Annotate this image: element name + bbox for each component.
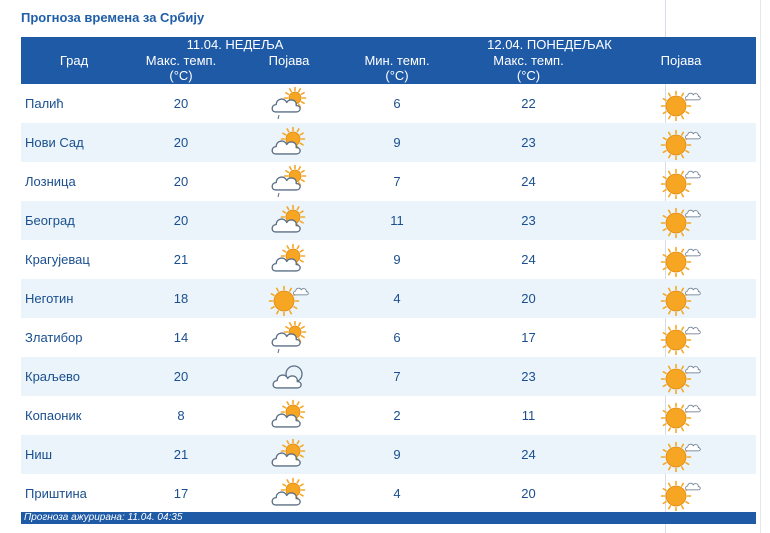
cloudy-icon	[266, 360, 312, 394]
col-phen2-header	[606, 53, 756, 84]
header-row-columns	[21, 53, 756, 84]
mostly-sunny-icon	[658, 282, 704, 316]
phenomenon-day1-cell	[235, 201, 343, 240]
forecast-table	[21, 37, 756, 513]
table-row	[21, 279, 756, 318]
phenomenon-day2-cell	[606, 123, 756, 162]
min-temp-day2-cell: 6	[393, 330, 401, 345]
table-row	[21, 123, 756, 162]
city-cell: Крагујевац	[25, 252, 90, 267]
table-row	[21, 396, 756, 435]
col-max1-header	[127, 53, 235, 84]
max-temp-day2-cell: 22	[521, 96, 536, 111]
day1-header: 11.04. НЕДЕЉА	[127, 37, 343, 53]
max-temp-day1-cell: 14	[173, 330, 189, 345]
max-temp-day2-cell: 20	[521, 486, 536, 501]
phenomenon-day1-cell	[235, 318, 343, 357]
city-cell: Лозница	[25, 174, 76, 189]
table-row	[21, 84, 756, 123]
phenomenon-day2-cell	[606, 240, 756, 279]
update-footer	[21, 512, 756, 524]
phenomenon-day2-cell	[606, 318, 756, 357]
col-min2-header	[343, 53, 451, 84]
phenomenon-day1-cell	[235, 123, 343, 162]
table-row	[21, 240, 756, 279]
phenomenon-day1-cell	[235, 279, 343, 318]
partly-cloudy-icon	[266, 126, 312, 160]
max-temp-day1-cell: 20	[173, 96, 189, 111]
max-temp-day1-cell: 20	[127, 357, 235, 396]
mostly-sunny-icon	[658, 87, 704, 121]
update-footer-text: Прогноза ажурирана: 11.04. 04:35	[24, 512, 183, 523]
phenomenon-day1-cell	[235, 84, 343, 123]
max-temp-day1-cell: 21	[173, 252, 189, 267]
phenomenon-day2-cell	[606, 84, 756, 123]
mostly-sunny-icon	[658, 165, 704, 199]
col-min2-label: Мин. темп.	[364, 53, 430, 68]
phenomenon-day1-cell	[235, 162, 343, 201]
max-temp-day2-cell: 23	[451, 123, 606, 162]
table-row	[21, 435, 756, 474]
col-unit2-label: (°C)	[385, 68, 409, 83]
min-temp-day2-cell: 7	[393, 174, 401, 189]
header-blank	[21, 37, 127, 53]
max-temp-day2-cell: 23	[451, 357, 606, 396]
city-cell: Приштина	[25, 486, 87, 501]
mostly-sunny-icon	[658, 243, 704, 277]
min-temp-day2-cell: 2	[393, 408, 401, 423]
partly-cloudy-icon	[266, 438, 312, 472]
city-cell: Копаоник	[25, 408, 82, 423]
city-cell: Палић	[25, 96, 64, 111]
min-temp-day2-cell: 7	[343, 357, 451, 396]
mostly-sunny-icon	[658, 126, 704, 160]
partly-cloudy-icon	[266, 477, 312, 511]
mostly-sunny-icon	[658, 321, 704, 355]
phenomenon-day1-cell	[235, 357, 343, 396]
phenomenon-day2-cell	[606, 357, 756, 396]
col-city-header	[21, 53, 127, 84]
partly-cloudy-drizzle-icon	[266, 165, 312, 199]
max-temp-day1-cell: 20	[173, 174, 189, 189]
min-temp-day2-cell: 9	[343, 435, 451, 474]
phenomenon-day2-cell	[606, 396, 756, 435]
min-temp-day2-cell: 9	[393, 252, 401, 267]
mostly-sunny-icon	[266, 282, 312, 316]
phenomenon-day1-cell	[235, 474, 343, 513]
mostly-sunny-icon	[658, 438, 704, 472]
page-divider-right	[760, 0, 761, 533]
max-temp-day1-cell: 18	[127, 279, 235, 318]
mostly-sunny-icon	[658, 399, 704, 433]
max-temp-day2-cell: 20	[451, 279, 606, 318]
mostly-sunny-icon	[658, 360, 704, 394]
max-temp-day2-cell: 24	[451, 435, 606, 474]
city-cell: Ниш	[21, 435, 127, 474]
partly-cloudy-icon	[266, 243, 312, 277]
min-temp-day2-cell: 4	[393, 486, 401, 501]
day2-header: 12.04. ПОНЕДЕЉАК	[343, 37, 756, 53]
page-title: Прогноза времена за Србију	[21, 10, 205, 25]
mostly-sunny-icon	[658, 477, 704, 511]
max-temp-day2-cell: 24	[521, 174, 536, 189]
max-temp-day1-cell: 20	[127, 201, 235, 240]
mostly-sunny-icon	[658, 204, 704, 238]
phenomenon-day1-cell	[235, 396, 343, 435]
partly-cloudy-drizzle-icon	[266, 87, 312, 121]
city-cell: Краљево	[21, 357, 127, 396]
table-row	[21, 318, 756, 357]
max-temp-day2-cell: 11	[521, 408, 536, 423]
col-max2-header	[451, 53, 606, 84]
col-phen1-header	[235, 53, 343, 84]
max-temp-day1-cell: 8	[177, 408, 185, 423]
col-phen2-label: Појава	[660, 53, 702, 68]
min-temp-day2-cell: 9	[343, 123, 451, 162]
table-row	[21, 162, 756, 201]
col-max2-label: Макс. темп.	[493, 53, 564, 68]
min-temp-day2-cell: 4	[343, 279, 451, 318]
partly-cloudy-icon	[266, 399, 312, 433]
phenomenon-day2-cell	[606, 201, 756, 240]
table-row	[21, 474, 756, 513]
city-cell: Златибор	[25, 330, 83, 345]
phenomenon-day2-cell	[606, 279, 756, 318]
min-temp-day2-cell: 11	[343, 201, 451, 240]
col-phen1-label: Појава	[268, 53, 310, 68]
col-max1-label: Макс. темп.	[145, 53, 217, 68]
phenomenon-day1-cell	[235, 435, 343, 474]
phenomenon-day2-cell	[606, 435, 756, 474]
max-temp-day1-cell: 21	[127, 435, 235, 474]
col-unit3-label: (°C)	[516, 68, 541, 83]
col-city-label: Град	[59, 53, 89, 68]
max-temp-day2-cell: 23	[451, 201, 606, 240]
max-temp-day1-cell: 20	[127, 123, 235, 162]
table-row	[21, 357, 756, 396]
header-row-days	[21, 37, 756, 53]
phenomenon-day2-cell	[606, 162, 756, 201]
max-temp-day2-cell: 24	[521, 252, 536, 267]
partly-cloudy-drizzle-icon	[266, 321, 312, 355]
partly-cloudy-icon	[266, 204, 312, 238]
max-temp-day1-cell: 17	[173, 486, 189, 501]
city-cell: Београд	[21, 201, 127, 240]
city-cell: Неготин	[21, 279, 127, 318]
min-temp-day2-cell: 6	[393, 96, 401, 111]
phenomenon-day1-cell	[235, 240, 343, 279]
table-row	[21, 201, 756, 240]
phenomenon-day2-cell	[606, 474, 756, 513]
col-unit1-label: (°C)	[169, 68, 193, 83]
max-temp-day2-cell: 17	[521, 330, 536, 345]
city-cell: Нови Сад	[21, 123, 127, 162]
